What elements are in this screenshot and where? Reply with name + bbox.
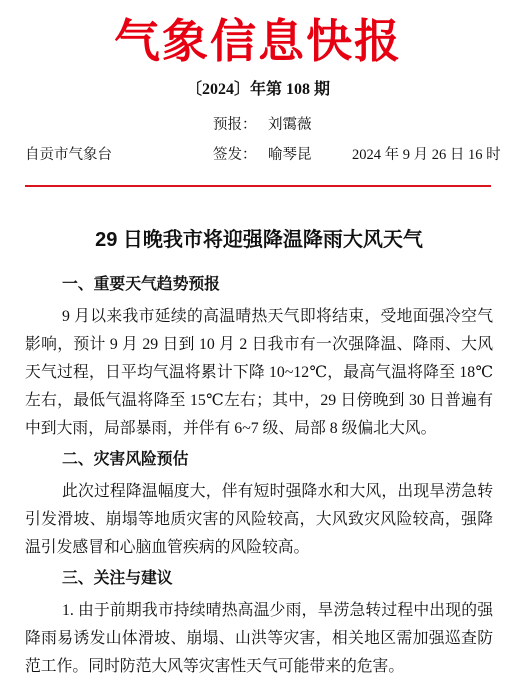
section-risk-assessment	[25, 446, 493, 562]
paragraph-line: 温引发感冒和心脑血管疾病的风险较高。	[25, 539, 310, 556]
paragraph	[25, 597, 493, 681]
paragraph-line: 降雨易诱发山体滑坡、崩塌、山洪等灾害，相关地区需加强巡查防	[25, 630, 493, 647]
paragraph-line: 此次过程降温幅度大，伴有短时强降水和大风，出现旱涝急转	[62, 483, 493, 500]
paragraph-line: 1. 由于前期我市持续晴热高温少雨，旱涝急转过程中出现的强	[62, 602, 493, 619]
paragraph-line: 影响，预计 9 月 29 日到 10 月 2 日我市有一次强降温、降雨、大风	[25, 336, 493, 353]
paragraph-line: 中到大雨，局部暴雨，并伴有 6~7 级、局部 8 级偏北大风。	[25, 420, 437, 437]
section-heading: 一、重要天气趋势预报	[62, 276, 220, 293]
forecaster-label: 预报：	[213, 117, 257, 133]
issue-number: 〔2024〕年第 108 期	[185, 81, 330, 98]
bulletin-title: 气象信息快报	[114, 16, 402, 67]
section-advice	[25, 565, 493, 681]
issuer-name: 喻琴昆	[268, 147, 312, 163]
red-divider	[25, 185, 491, 187]
section-trend-forecast	[25, 271, 493, 443]
paragraph-line: 天气过程，日平均气温将累计下降 10~12℃，最高气温将降至 18℃	[25, 364, 493, 381]
paragraph	[25, 478, 493, 562]
issue-datetime: 2024 年 9 月 26 日 16 时	[352, 147, 501, 163]
bulletin-body	[25, 226, 493, 681]
paragraph-line: 左右，最低气温将降至 15℃左右；其中，29 日傍晚到 30 日普遍有	[25, 392, 493, 409]
paragraph	[25, 303, 493, 443]
issuing-office: 自贡市气象台	[25, 147, 112, 163]
forecaster-name: 刘霭薇	[268, 117, 312, 133]
section-heading: 二、灾害风险预估	[62, 451, 189, 468]
headline: 29 日晚我市将迎强降温降雨大风天气	[95, 229, 423, 251]
issuer-label: 签发：	[213, 147, 257, 163]
paragraph-line: 引发滑坡、崩塌等地质灾害的风险较高，大风致灾风险较高，强降	[25, 511, 493, 528]
paragraph-line: 9 月以来我市延续的高温晴热天气即将结束，受地面强冷空气	[62, 308, 493, 325]
paragraph-line: 范工作。同时防范大风等灾害性天气可能带来的危害。	[25, 658, 405, 675]
section-heading: 三、关注与建议	[62, 570, 173, 587]
